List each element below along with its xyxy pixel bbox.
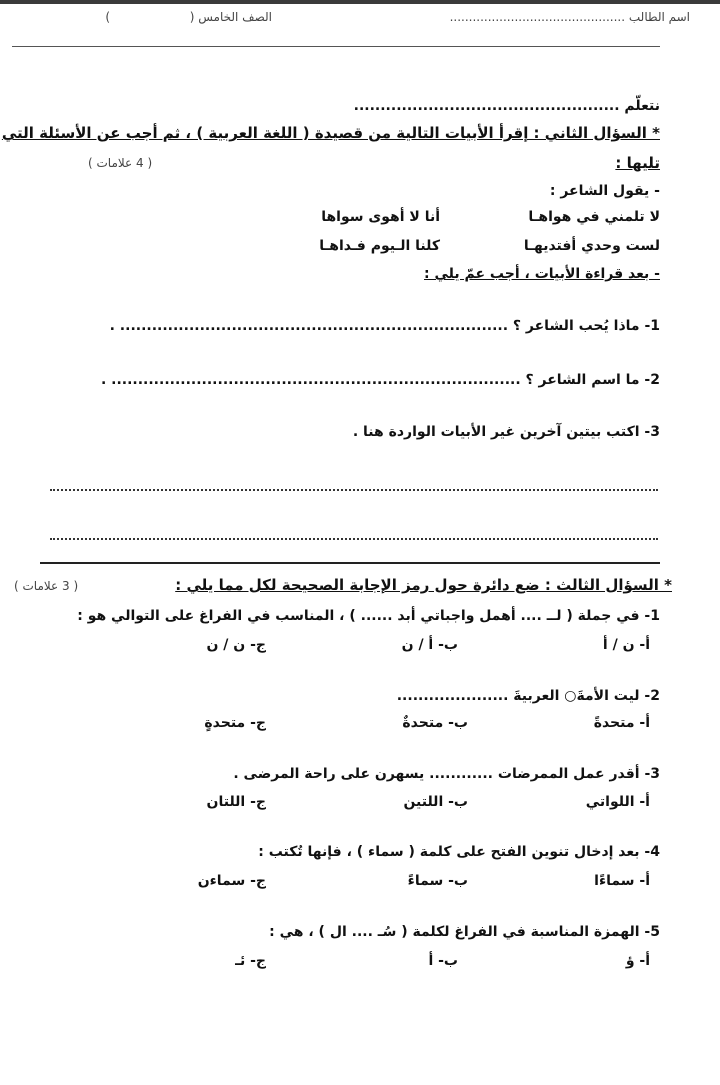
q3-item-2-option-c[interactable]: ج- متحدةٍ <box>204 715 266 731</box>
q2-question-1: 1- ماذا يُحب الشاعر ؟ ......................................................................... . <box>109 318 660 334</box>
q3-item-5-option-a[interactable]: أ- ؤ <box>625 953 650 969</box>
q3-title: * السؤال الثالث : ضع دائرة حول رمز الإجابة الصحيحة لكل مما يلي : <box>175 576 672 594</box>
q2-question-2: 2- ما اسم الشاعر ؟ ............................................................................. . <box>100 372 660 388</box>
q3-item-4-option-c[interactable]: ج- سماءن <box>197 873 266 889</box>
q3-item-1-option-c[interactable]: ج- ن / ن <box>206 637 266 653</box>
q2-title-line2: تليها : <box>615 154 660 172</box>
verse-2-second-hemistich: كلنا الـيوم فـداهـا <box>319 238 440 254</box>
student-name-label: اسم الطالب .............................................. <box>449 10 690 24</box>
q3-item-2-option-b[interactable]: ب- متحدةٌ <box>402 715 468 731</box>
verse-1-second-hemistich: أنا لا أهوى سواها <box>321 209 440 225</box>
q3-item-5-option-c[interactable]: ج- ئـ <box>235 953 266 969</box>
q3-item-3-option-c[interactable]: ج- اللتان <box>206 794 266 810</box>
q3-item-5-question: 5- الهمزة المناسبة في الفراغ لكلمة ( سُـ .... ال ) ، هي : <box>269 924 660 940</box>
q3-item-2-question: 2- ليت الأمةَ○ العربيةَ ..................... <box>396 688 660 704</box>
answer-line-2[interactable] <box>50 538 658 540</box>
q3-item-2-option-a[interactable]: أ- متحدةً <box>593 715 650 731</box>
poet-says-label: - يقول الشاعر : <box>549 183 660 199</box>
q2-marks: ( 4 علامات ) <box>88 156 153 170</box>
q2-question-3: 3- اكتب بيتين آخرين غير الأبيات الواردة هنا . <box>352 424 660 440</box>
q3-item-4-option-a[interactable]: أ- سماءًا <box>594 873 650 889</box>
top-edge-border <box>0 0 720 4</box>
q3-item-4-question: 4- بعد إدخال تنوين الفتح على كلمة ( سماء ) ، فإنها تُكتب : <box>258 844 660 860</box>
q3-item-3-question: 3- أقدر عمل الممرضات ............ يسهرن على راحة المرضى . <box>233 766 660 782</box>
q3-item-3-option-b[interactable]: ب- اللتين <box>403 794 468 810</box>
q3-item-3-option-a[interactable]: أ- اللواتي <box>585 794 650 810</box>
verse-2-first-hemistich: لست وحدي أفتديهـا <box>523 238 660 254</box>
after-reading-instruction: - بعد قراءة الأبيات ، أجب عمّ يلي : <box>424 266 660 282</box>
q3-item-1-option-b[interactable]: ب- أ / ن <box>401 637 458 653</box>
q3-marks: ( 3 علامات ) <box>14 579 79 593</box>
q2-title-line1: * السؤال الثاني : إقرأ الأبيات التالية من قصيدة ( اللغة العربية ) ، ثم أجب عن الأسئلة التي <box>1 124 660 142</box>
q3-item-1-question: 1- في جملة ( لــ .... أهمل واجباتي أبد ...... ) ، المناسب في الفراغ على التوالي هو : <box>77 608 660 624</box>
verse-1-first-hemistich: لا تلمني في هواهـا <box>528 209 660 225</box>
grade-label: الصف الخامس ( <box>189 10 272 24</box>
q3-item-1-option-a[interactable]: أ- ن / أ <box>602 637 650 653</box>
grade-close-paren: ) <box>105 10 110 24</box>
header-divider <box>12 46 660 47</box>
answer-line-1[interactable] <box>50 489 658 491</box>
q3-item-5-option-b[interactable]: ب- أ <box>428 953 458 969</box>
section-divider <box>40 562 660 564</box>
learn-label: نتعلّم .................................................. <box>353 98 660 114</box>
q3-item-4-option-b[interactable]: ب- سماءً <box>407 873 468 889</box>
